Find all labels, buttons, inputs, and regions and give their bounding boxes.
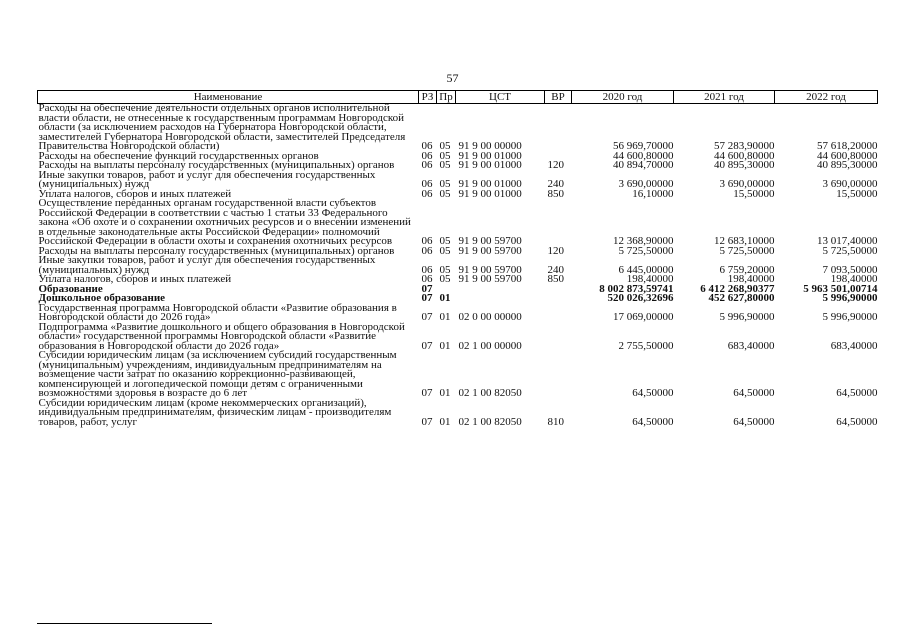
cell-cst: 91 9 00 59700 [458,244,522,257]
cell-2021: 452 627,80000 [708,292,775,304]
cell-2021: 3 690,00000 [719,178,775,190]
cell-2021: 6 412 268,90377 [700,282,775,295]
cell-pr: 05 [439,244,451,257]
cell-vr [545,294,572,304]
cell-cst: 91 9 00 59700 [458,273,522,285]
cell-2022: 5 725,50000 [822,244,878,257]
table-row [38,304,878,323]
cell-2020: 56 969,70000 [613,140,674,152]
cell-2020: 64,50000 [632,415,674,428]
cell-2022: 57 618,20000 [817,140,878,152]
table-row [38,323,878,352]
cell-vr [545,304,572,323]
cell-2020: 40 894,70000 [613,159,674,171]
cell-rz: 07 [421,387,433,399]
cell-pr: 05 [439,159,451,171]
cell-name: Расходы на обеспечение деятельности отдельных органов исполнительной власти области, не отнесенные к государственным программам Новгородской области (за исключением расходов на Губернатора Новгородской области, заместителей Губернатора Новгородской области, заместителей Председателя Правительства Новгородской области) [38,102,406,152]
cell-2022: 3 690,00000 [822,178,878,190]
cell-name: Расходы на обеспечение функций государственных органов [38,149,319,162]
cell-pr: 05 [439,263,451,276]
cell-2021: 5 725,50000 [719,244,775,257]
cell-rz: 06 [421,273,433,285]
header-name: Наименование [38,91,419,104]
cell-2021: 198,40000 [727,273,775,285]
page-number: 57 [446,71,459,85]
cell-pr: 01 [439,311,451,323]
cell-rz: 06 [421,263,433,276]
cell-name: Подпрограмма «Развитие дошкольного и общего образования в Новгородской области» государственной программы Новгородской области «Развитие образования в Новгородской области до 2026 года» [38,320,405,352]
table-row [38,199,878,247]
cell-rz: 07 [421,339,433,352]
cell-cst: 91 9 00 59700 [458,263,522,276]
cell-vr: 240 [547,263,564,276]
cell-name: Субсидии юридическим лицам (за исключением субсидий государственным (муниципальным) учреждениям, индивидуальным предпринимателям на возмещение части затрат по оказанию коррекционно-развивающей, компенсирующей и логопедической помощи детям с ограниченными возможностями здоровья в возрасте до 6 лет [38,349,397,399]
cell-name: Расходы на выплаты персоналу государственных (муниципальных) органов [38,159,395,171]
cell-cst: 91 9 00 00000 [458,140,522,152]
cell-2020: 3 690,00000 [618,178,674,190]
cell-rz: 07 [421,292,433,304]
cell-2020: 5 725,50000 [618,244,674,257]
header-2020: 2020 год [572,91,674,104]
cell-2021: 64,50000 [733,415,775,428]
cell-cst [456,285,545,295]
cell-2020: 44 600,80000 [613,149,674,162]
cell-name: Государственная программа Новгородской области «Развитие образования в Новгородской области до 2026 года» [38,301,397,323]
cell-cst [456,294,545,304]
cell-rz: 07 [421,415,433,428]
cell-pr: 05 [439,178,451,190]
cell-2021: 683,40000 [727,339,775,352]
cell-name: Иные закупки товаров, работ и услуг для обеспечения государственных (муниципальных) нужд [38,254,376,276]
header-cst: ЦСТ [456,91,545,104]
cell-2021: 40 895,30000 [714,159,775,171]
cell-2022: 5 996,90000 [822,292,878,304]
cell-2020: 198,40000 [626,273,674,285]
cell-vr [545,323,572,352]
cell-pr: 01 [439,387,451,399]
cell-pr: 01 [439,292,451,304]
cell-2022: 13 017,40000 [817,235,878,247]
cell-name: Расходы на выплаты персоналу государственных (муниципальных) органов [38,244,395,257]
cell-2022: 683,40000 [830,339,878,352]
cell-name: Уплата налогов, сборов и иных платежей [38,273,232,285]
cell-cst: 02 1 00 82050 [458,387,522,399]
cell-2022: 40 895,30000 [817,159,878,171]
cell-rz: 06 [421,149,433,162]
cell-name: Субсидии юридическим лицам (кроме некоммерческих организаций), индивидуальным предпринимателям, физическим лицам - производителям товаров, работ, услуг [38,396,392,428]
header-rz: РЗ [419,91,437,104]
cell-cst: 02 0 00 00000 [458,311,522,323]
cell-2022: 5 963 501,00714 [803,282,878,295]
header-vr: ВР [545,91,572,104]
cell-vr [545,285,572,295]
cell-cst: 02 1 00 82050 [458,415,522,428]
table-row [38,399,878,428]
table-row [38,171,878,190]
cell-2022: 64,50000 [836,387,878,399]
cell-pr: 05 [439,140,451,152]
cell-vr: 850 [547,187,564,200]
cell-name: Уплата налогов, сборов и иных платежей [38,187,232,200]
cell-pr: 05 [439,235,451,247]
cell-2022: 15,50000 [836,187,878,200]
cell-2020: 2 755,50000 [618,339,674,352]
cell-vr: 120 [547,244,564,257]
cell-2020: 17 069,00000 [613,311,674,323]
cell-2020: 16,10000 [632,187,674,200]
header-2021: 2021 год [674,91,775,104]
cell-cst: 91 9 00 01000 [458,187,522,200]
cell-vr: 120 [547,159,564,171]
cell-vr: 850 [547,273,564,285]
cell-cst: 91 9 00 01000 [458,178,522,190]
cell-pr: 05 [439,149,451,162]
cell-2022: 198,40000 [830,273,878,285]
cell-name: Дошкольное образование [38,292,166,304]
cell-rz: 06 [421,187,433,200]
cell-pr: 01 [439,415,451,428]
cell-pr: 05 [439,273,451,285]
cell-2022: 5 996,90000 [822,311,878,323]
footer-divider [37,623,212,624]
cell-vr [545,199,572,247]
cell-2022: 64,50000 [836,415,878,428]
cell-2020: 12 368,90000 [613,235,674,247]
cell-cst: 91 9 00 59700 [458,235,522,247]
cell-pr: 01 [439,339,451,352]
cell-rz: 06 [421,235,433,247]
cell-2021: 15,50000 [733,187,775,200]
cell-cst: 91 9 00 01000 [458,149,522,162]
cell-vr: 240 [547,178,564,190]
cell-name: Образование [38,282,103,295]
cell-2021: 57 283,90000 [714,140,775,152]
cell-rz: 07 [421,311,433,323]
cell-rz: 06 [421,140,433,152]
cell-2020: 520 026,32696 [607,292,674,304]
table-row [38,351,878,399]
header-2022: 2022 год [775,91,878,104]
cell-rz: 06 [421,244,433,257]
cell-2020: 6 445,00000 [618,263,674,276]
cell-rz: 06 [421,178,433,190]
cell-2021: 5 996,90000 [719,311,775,323]
cell-pr: 05 [439,187,451,200]
table-row [38,104,878,152]
cell-name: Осуществление переданных органам государственной власти субъектов Российской Федерации в соответствии с частью 1 статьи 33 Федерального закона «Об охоте и о сохранении охотничьих ресурсов и о внесении изменений в отдельные законодательные акты Российской Федерации» полномочий Российской Федерации в области охоты и сохранения охотничьих ресурсов [38,197,411,247]
cell-vr [545,104,572,152]
header-pr: Пр [437,91,456,104]
cell-2022: 44 600,80000 [817,149,878,162]
cell-2021: 6 759,20000 [719,263,775,276]
cell-2020: 8 002 873,59741 [599,282,674,295]
cell-vr: 810 [547,415,564,428]
cell-2021: 12 683,10000 [714,235,775,247]
cell-cst: 91 9 00 01000 [458,159,522,171]
cell-vr [545,351,572,399]
cell-2021: 64,50000 [733,387,775,399]
cell-rz: 07 [421,282,433,295]
table-body [38,104,878,428]
cell-2021: 44 600,80000 [714,149,775,162]
budget-table [37,90,878,427]
cell-rz: 06 [421,159,433,171]
cell-name: Иные закупки товаров, работ и услуг для обеспечения государственных (муниципальных) нужд [38,168,376,190]
cell-cst: 02 1 00 00000 [458,339,522,352]
cell-2020: 64,50000 [632,387,674,399]
cell-2022: 7 093,50000 [822,263,878,276]
